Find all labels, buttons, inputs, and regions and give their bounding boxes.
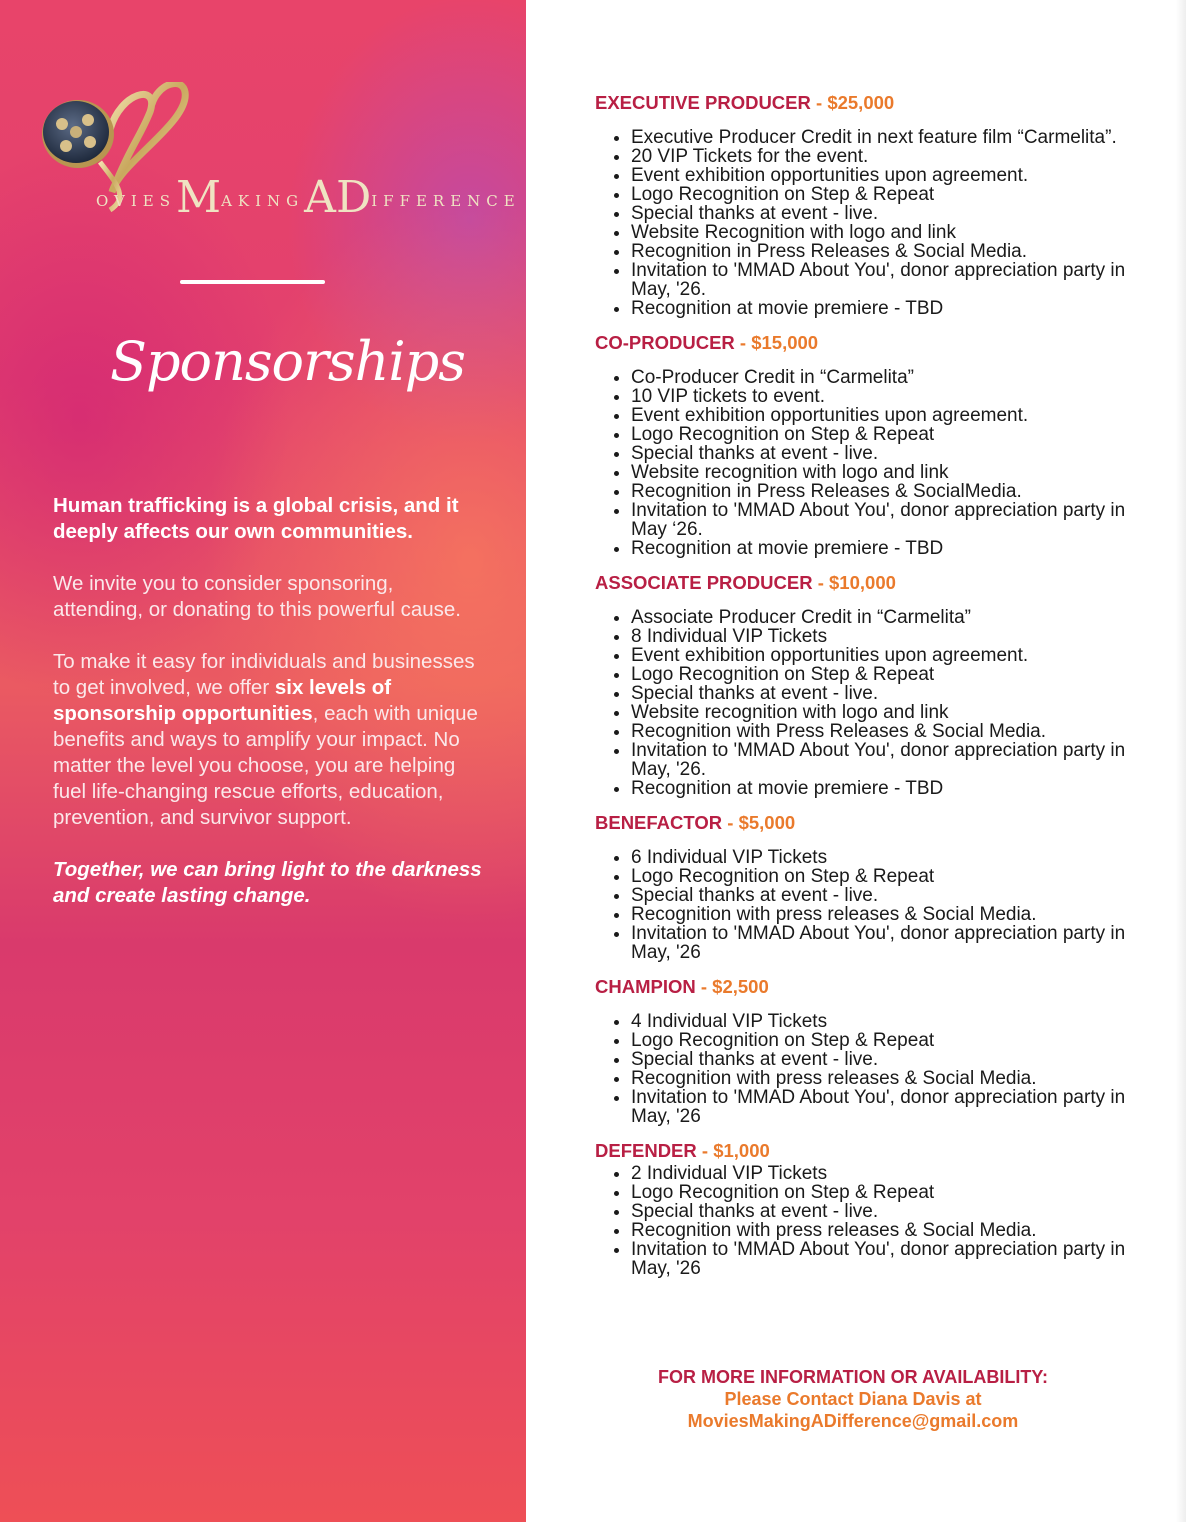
benefit-item: • Recognition with press releases & Social Media. <box>631 905 1155 924</box>
benefit-item: • Invitation to 'MMAD About You', donor appreciation party in May, '26. <box>631 261 1155 299</box>
benefit-item: • Invitation to 'MMAD About You', donor appreciation party in May, '26 <box>631 1240 1155 1278</box>
benefit-item: • 2 Individual VIP Tickets <box>631 1164 1155 1183</box>
intro-paragraph-2: We invite you to consider sponsoring, attending, or donating to this powerful cause. <box>53 572 461 621</box>
contact-email[interactable]: MoviesMakingADifference@gmail.com <box>687 1411 1019 1431</box>
tier-heading: EXECUTIVE PRODUCER - $25,000 <box>595 92 895 113</box>
tier-benefits <box>595 608 1155 798</box>
benefit-item: • Special thanks at event - live. <box>631 1202 1155 1221</box>
benefit-item: • Logo Recognition on Step & Repeat <box>631 867 1155 886</box>
benefit-item: • Recognition with Press Releases & Social Media. <box>631 722 1155 741</box>
benefit-item: • Invitation to 'MMAD About You', donor appreciation party in May, '26 <box>631 1088 1155 1126</box>
tier-heading: DEFENDER - $1,000 <box>595 1140 770 1161</box>
tier-heading: ASSOCIATE PRODUCER - $10,000 <box>595 572 896 593</box>
tier-benefits <box>595 128 1155 318</box>
contact-heading: FOR MORE INFORMATION OR AVAILABILITY: <box>658 1367 1048 1387</box>
tier-co-producer <box>595 330 1155 558</box>
benefit-item: • Event exhibition opportunities upon agreement. <box>631 406 1155 425</box>
benefit-item: • Invitation to 'MMAD About You', donor appreciation party in May, '26 <box>631 924 1155 962</box>
benefit-item: • Co-Producer Credit in “Carmelita” <box>631 368 1155 387</box>
benefit-item: • Recognition with press releases & Social Media. <box>631 1069 1155 1088</box>
benefit-item: • Website Recognition with logo and link <box>631 223 1155 242</box>
benefit-item: • Event exhibition opportunities upon agreement. <box>631 646 1155 665</box>
benefit-item: • 20 VIP Tickets for the event. <box>631 147 1155 166</box>
benefit-item: • Special thanks at event - live. <box>631 1050 1155 1069</box>
tier-heading: CO-PRODUCER - $15,000 <box>595 332 819 353</box>
benefit-item: • Recognition at movie premiere - TBD <box>631 779 1155 798</box>
tier-benefits <box>595 1164 1155 1278</box>
tier-heading: CHAMPION - $2,500 <box>595 976 769 997</box>
benefit-item: • Recognition in Press Releases & SocialMedia. <box>631 482 1155 501</box>
benefit-item: • Website recognition with logo and link <box>631 463 1155 482</box>
benefit-item: • Special thanks at event - live. <box>631 204 1155 223</box>
benefit-item: • Invitation to 'MMAD About You', donor appreciation party in May, '26. <box>631 741 1155 779</box>
benefit-item: • Recognition in Press Releases & Social Media. <box>631 242 1155 261</box>
tier-benefits <box>595 368 1155 558</box>
benefit-item: • Special thanks at event - live. <box>631 886 1155 905</box>
page-title: Sponsorships <box>110 330 465 393</box>
benefit-item: • 10 VIP tickets to event. <box>631 387 1155 406</box>
tier-heading: BENEFACTOR - $5,000 <box>595 812 796 833</box>
benefit-item: • 4 Individual VIP Tickets <box>631 1012 1155 1031</box>
benefit-item: • Recognition at movie premiere - TBD <box>631 539 1155 558</box>
tier-executive-producer <box>595 90 1155 318</box>
intro-paragraph-1: Human trafficking is a global crisis, and it deeply affects our own communities. <box>53 494 459 543</box>
benefit-item: • 8 Individual VIP Tickets <box>631 627 1155 646</box>
brand-logotype: OVIESMAKINGADIFFERENCE <box>96 172 521 223</box>
contact-info <box>560 1366 1146 1432</box>
benefit-item: • Associate Producer Credit in “Carmelita” <box>631 608 1155 627</box>
benefit-item: • Logo Recognition on Step & Repeat <box>631 665 1155 684</box>
benefit-item: • Website recognition with logo and link <box>631 703 1155 722</box>
benefit-item: • Invitation to 'MMAD About You', donor appreciation party in May ‘26. <box>631 501 1155 539</box>
contact-line: Please Contact Diana Davis at <box>724 1389 982 1409</box>
intro-paragraph-4: Together, we can bring light to the darkness and create lasting change. <box>53 858 482 907</box>
benefit-item: • Logo Recognition on Step & Repeat <box>631 425 1155 444</box>
benefit-item: • Logo Recognition on Step & Repeat <box>631 185 1155 204</box>
benefit-item: • 6 Individual VIP Tickets <box>631 848 1155 867</box>
benefit-item: • Special thanks at event - live. <box>631 684 1155 703</box>
divider <box>180 280 325 284</box>
tier-champion <box>595 974 1155 1126</box>
sponsorship-tiers <box>595 90 1155 1290</box>
benefit-item: • Event exhibition opportunities upon agreement. <box>631 166 1155 185</box>
benefit-item: • Logo Recognition on Step & Repeat <box>631 1183 1155 1202</box>
tier-benefits <box>595 1012 1155 1126</box>
benefit-item: • Executive Producer Credit in next feature film “Carmelita”. <box>631 128 1155 147</box>
tier-benefits <box>595 848 1155 962</box>
left-panel <box>0 0 526 1522</box>
benefit-item: • Special thanks at event - live. <box>631 444 1155 463</box>
tier-defender <box>595 1138 1155 1278</box>
page-edge <box>1176 0 1186 1522</box>
benefit-item: • Recognition at movie premiere - TBD <box>631 299 1155 318</box>
tier-associate-producer <box>595 570 1155 798</box>
intro-text <box>53 493 483 935</box>
benefit-item: • Logo Recognition on Step & Repeat <box>631 1031 1155 1050</box>
benefit-item: • Recognition with press releases & Social Media. <box>631 1221 1155 1240</box>
tier-benefactor <box>595 810 1155 962</box>
intro-paragraph-3: To make it easy for individuals and businesses to get involved, we offer six levels of sponsorship opportunities, each with unique benefits and ways to amplify your impact. No matter the level you choose, you are helping fuel life-changing rescue efforts, education, prevention, and survivor support. <box>53 650 478 829</box>
